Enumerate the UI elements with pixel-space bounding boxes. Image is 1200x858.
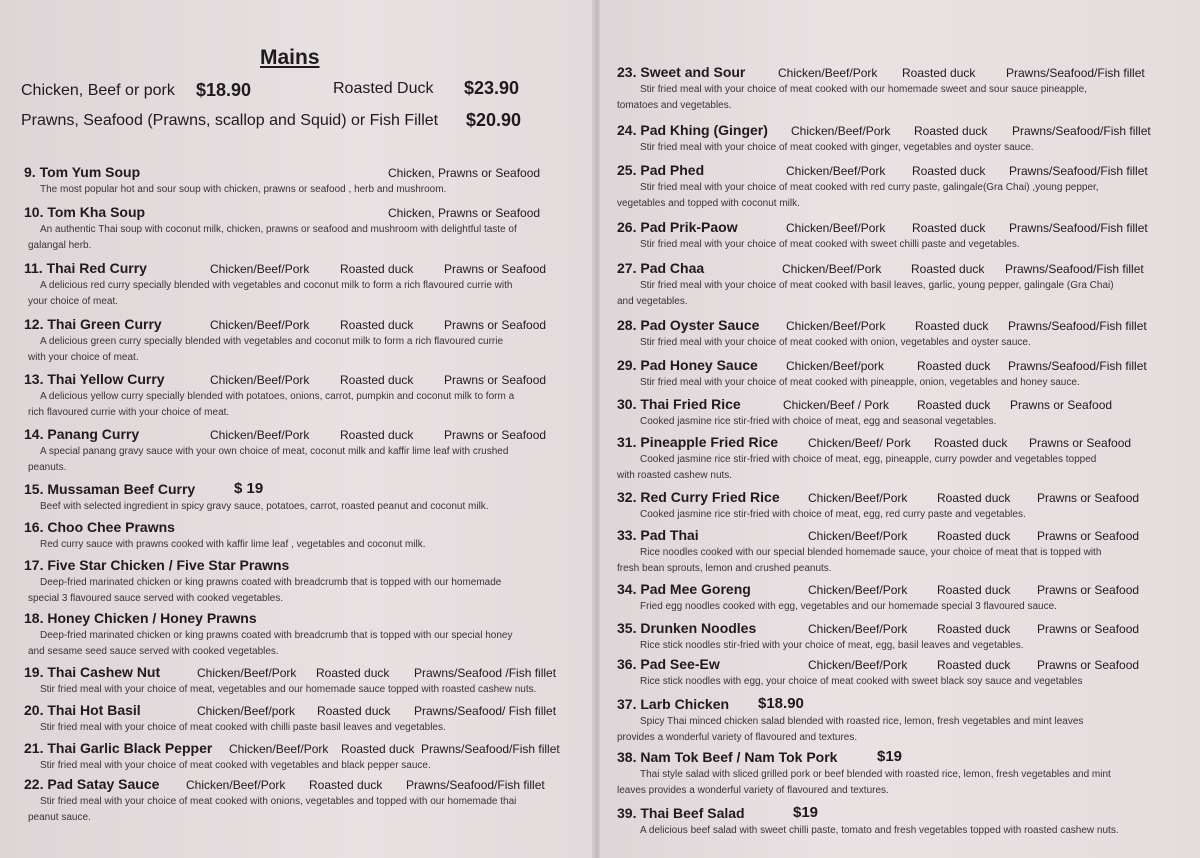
- item-option: Chicken/Beef/Pork: [210, 262, 310, 276]
- menu-item-name: [24, 740, 212, 758]
- item-option: Roasted duck: [914, 124, 988, 138]
- item-option: Chicken/Beef/Pork: [786, 221, 886, 235]
- item-option: Roasted duck: [316, 666, 390, 680]
- item-description: peanut sauce.: [28, 812, 91, 823]
- menu-item-name: [24, 702, 141, 720]
- item-description: A delicious green curry specially blended with vegetables and coconut milk to form a rich flavoured currie: [40, 336, 504, 347]
- item-description: vegetables and topped with coconut milk.: [617, 198, 800, 209]
- item-option: Prawns or Seafood: [1037, 658, 1140, 672]
- item-option: Chicken/Beef/Pork: [210, 428, 310, 442]
- item-title: 10. Tom Kha Soup: [24, 204, 146, 220]
- item-option: Roasted duck: [911, 262, 985, 276]
- item-option: Roasted duck: [937, 583, 1011, 597]
- item-price: $19: [877, 748, 903, 765]
- item-title: 21. Thai Garlic Black Pepper: [24, 740, 213, 756]
- item-option: Prawns or Seafood: [1037, 491, 1140, 505]
- item-option: Roasted duck: [309, 778, 383, 792]
- item-description: tomatoes and vegetables.: [617, 100, 732, 111]
- item-title: 28. Pad Oyster Sauce: [617, 317, 760, 333]
- menu-item-name: [617, 162, 704, 180]
- item-title: 13. Thai Yellow Curry: [24, 371, 165, 387]
- item-description: Rice stick noodles stir-fried with your choice of meat, egg, basil leaves and vegetables.: [640, 640, 1024, 651]
- item-description: A delicious yellow curry specially blended with potatoes, onions, carrot, pumpkin and coconut milk to form a: [40, 391, 515, 402]
- menu-item-name: [24, 610, 257, 628]
- item-title: 11. Thai Red Curry: [24, 260, 147, 276]
- item-title: 34. Pad Mee Goreng: [617, 581, 751, 597]
- item-description: Stir fried meal with your choice of meat cooked with vegetables and black pepper sauce.: [40, 760, 431, 771]
- item-option: Roasted duck: [937, 491, 1011, 505]
- item-option: Prawns or Seafood: [1037, 583, 1140, 597]
- item-option: Chicken/Beef/Pork: [808, 491, 908, 505]
- page-title: Mains: [260, 46, 320, 69]
- item-title: 20. Thai Hot Basil: [24, 702, 141, 718]
- item-title: 27. Pad Chaa: [617, 260, 705, 276]
- item-description: special 3 flavoured sauce served with cooked vegetables.: [28, 593, 284, 604]
- item-option: Chicken/Beef / Pork: [783, 398, 890, 412]
- item-option: Roasted duck: [912, 164, 986, 178]
- menu-item-name: [617, 805, 745, 823]
- menu-item-name: [617, 620, 756, 638]
- item-description: Stir fried meal with your choice of meat cooked with sweet chilli paste and vegetables.: [640, 239, 1020, 250]
- menu-item-name: [24, 664, 160, 682]
- item-description: Fried egg noodles cooked with egg, vegetables and our homemade special 3 flavoured sauce.: [640, 601, 1057, 612]
- item-title: 19. Thai Cashew Nut: [24, 664, 161, 680]
- right-page: [597, 0, 1200, 858]
- item-option: Roasted duck: [340, 318, 414, 332]
- item-option: Chicken/Beef/pork: [197, 704, 296, 718]
- item-title: 17. Five Star Chicken / Five Star Prawns: [24, 557, 290, 573]
- item-option: Prawns/Seafood/Fish fillet: [1009, 164, 1148, 178]
- item-option: Roasted duck: [341, 742, 415, 756]
- item-title: 35. Drunken Noodles: [617, 620, 757, 636]
- item-option: Prawns/Seafood/Fish fillet: [1005, 262, 1144, 276]
- item-description: Stir fried meal with your choice of meat cooked with onions, vegetables and topped with our homemade thai: [40, 796, 517, 807]
- menu-item-name: [617, 527, 699, 545]
- roasted-duck-label: Roasted Duck: [333, 80, 434, 97]
- item-option: Chicken/Beef/Pork: [782, 262, 882, 276]
- item-description: Rice noodles cooked with our special blended homemade sauce, your choice of meat that is topped with: [640, 547, 1102, 558]
- item-option: Chicken/Beef/Pork: [808, 622, 908, 636]
- item-description: with roasted cashew nuts.: [617, 470, 733, 481]
- item-description: The most popular hot and sour soup with chicken, prawns or seafood , herb and mushroom.: [40, 184, 447, 195]
- menu-item-name: [24, 316, 162, 334]
- item-description: Cooked jasmine rice stir-fried with choice of meat, egg and seasonal vegetables.: [640, 416, 997, 427]
- item-description: provides a wonderful variety of flavoured and textures.: [617, 732, 858, 743]
- item-description: Stir fried meal with your choice of meat cooked with red curry paste, galingale(Gra Chai) ,young pepper,: [640, 182, 1099, 193]
- seafood-price: $20.90: [466, 110, 522, 130]
- item-title: 12. Thai Green Curry: [24, 316, 162, 332]
- item-option: Roasted duck: [317, 704, 391, 718]
- item-option: Prawns/Seafood/ Fish fillet: [414, 704, 557, 718]
- left-page: [0, 0, 597, 858]
- item-option: Chicken/Beef/Pork: [229, 742, 329, 756]
- item-option: Chicken/Beef/Pork: [197, 666, 297, 680]
- menu-item-name: [24, 481, 195, 499]
- item-title: 39. Thai Beef Salad: [617, 805, 745, 821]
- item-description: Beef with selected ingredient in spicy gravy sauce, potatoes, carrot, roasted peanut and coconut milk.: [40, 501, 489, 512]
- item-option: Roasted duck: [937, 529, 1011, 543]
- menu-item-name: [617, 434, 778, 452]
- menu-item-name: [617, 64, 745, 82]
- item-option: Chicken/Beef/ Pork: [808, 436, 911, 450]
- menu-item-name: [24, 260, 147, 278]
- item-price: $ 19: [234, 480, 264, 497]
- item-title: 23. Sweet and Sour: [617, 64, 746, 80]
- item-description: your choice of meat.: [28, 296, 119, 307]
- item-option: Chicken/Beef/Pork: [791, 124, 891, 138]
- item-option: Chicken/Beef/Pork: [186, 778, 286, 792]
- item-price: $19: [793, 804, 819, 821]
- item-description: Red curry sauce with prawns cooked with kaffir lime leaf , vegetables and coconut milk.: [40, 539, 426, 550]
- item-description: Deep-fried marinated chicken or king prawns coated with breadcrumb that is topped with our homemade: [40, 577, 502, 588]
- menu-item-name: [617, 317, 759, 335]
- item-description: galangal herb.: [28, 240, 92, 251]
- item-description: leaves provides a wonderful variety of flavoured and textures.: [617, 785, 889, 796]
- menu-item-name: [617, 656, 720, 674]
- item-option: Chicken/Beef/Pork: [808, 583, 908, 597]
- item-option: Prawns or Seafood: [1029, 436, 1132, 450]
- item-title: 26. Pad Prik-Paow: [617, 219, 738, 235]
- item-title: 32. Red Curry Fried Rice: [617, 489, 780, 505]
- item-option: Prawns/Seafood/Fish fillet: [421, 742, 560, 756]
- menu-item-name: [617, 357, 758, 375]
- item-description: Thai style salad with sliced grilled pork or beef blended with roasted rice, lemon, fresh vegetables and mint: [640, 769, 1111, 780]
- item-option: Chicken/Beef/Pork: [210, 373, 310, 387]
- item-title: 30. Thai Fried Rice: [617, 396, 741, 412]
- item-title: 16. Choo Chee Prawns: [24, 519, 175, 535]
- item-option: Roasted duck: [917, 359, 991, 373]
- item-description: peanuts.: [28, 462, 67, 473]
- item-option: Prawns or Seafood: [1010, 398, 1113, 412]
- menu-item-name: [617, 219, 738, 237]
- item-option: Chicken/Beef/Pork: [210, 318, 310, 332]
- menu-item-name: [24, 776, 159, 794]
- item-description: and vegetables.: [617, 296, 688, 307]
- item-option: Prawns or Seafood: [1037, 529, 1140, 543]
- item-description: Stir fried meal with your choice of meat cooked with our homemade sweet and sour sauce pineapple,: [640, 84, 1087, 95]
- item-title: 29. Pad Honey Sauce: [617, 357, 758, 373]
- price-line-2-price: [466, 110, 521, 131]
- item-option: Prawns or Seafood: [1037, 622, 1140, 636]
- prawns-seafood-label: Prawns, Seafood: [21, 112, 143, 129]
- item-description: Cooked jasmine rice stir-fried with choice of meat, egg, pineapple, curry powder and vegetables topped: [640, 454, 1097, 465]
- item-option: Prawns or Seafood: [444, 373, 547, 387]
- item-description: A delicious beef salad with sweet chilli paste, tomato and fresh vegetables topped with roasted cashew nuts.: [640, 825, 1119, 836]
- menu-item-name: [24, 557, 289, 575]
- item-description: Deep-fried marinated chicken or king prawns coated with breadcrumb that is topped with our special honey: [40, 630, 513, 641]
- roasted-duck-price: $23.90: [464, 78, 520, 98]
- item-option: Prawns/Seafood/Fish fillet: [406, 778, 545, 792]
- item-description: Cooked jasmine rice stir-fried with choice of meat, egg, red curry paste and vegetables.: [640, 509, 1026, 520]
- item-option: Prawns or Seafood: [444, 428, 547, 442]
- menu-item-name: [24, 164, 140, 182]
- price-line-1: [21, 82, 175, 100]
- item-option: Prawns/Seafood /Fish fillet: [414, 666, 557, 680]
- item-option: Prawns/Seafood/Fish fillet: [1008, 359, 1147, 373]
- menu-item-name: [617, 696, 729, 714]
- item-description: and sesame seed sauce served with cooked vegetables.: [28, 646, 279, 657]
- fish-fillet-label: Fish Fillet: [369, 112, 439, 129]
- item-option: Roasted duck: [340, 373, 414, 387]
- item-option: Chicken/Beef/pork: [786, 359, 885, 373]
- page-fold: [592, 0, 602, 858]
- menu-item-name: [617, 749, 837, 767]
- item-description: rich flavoured currie with your choice of meat.: [28, 407, 230, 418]
- item-option: Prawns/Seafood/Fish fillet: [1008, 319, 1147, 333]
- menu-item-name: [24, 371, 165, 389]
- item-option: Chicken/Beef/Pork: [778, 66, 878, 80]
- item-option: Chicken, Prawns or Seafood: [388, 206, 541, 220]
- item-option: Chicken/Beef/Pork: [808, 529, 908, 543]
- item-option: Chicken/Beef/Pork: [808, 658, 908, 672]
- item-description: Stir fried meal with your choice of meat cooked with basil leaves, garlic, young pepper, galingale (Gra Chai): [640, 280, 1114, 291]
- item-option: Roasted duck: [902, 66, 976, 80]
- item-option: Chicken, Prawns or Seafood: [388, 166, 541, 180]
- roasted-duck-line: [333, 80, 434, 98]
- item-description: A special panang gravy sauce with your own choice of meat, coconut milk and kaffir lime leaf with crushed: [40, 446, 509, 457]
- prawns-seafood-detail: (Prawns, scallop and Squid) or: [147, 112, 366, 129]
- item-description: with your choice of meat.: [28, 352, 139, 363]
- menu-item-name: [617, 489, 780, 507]
- price-line-2: [21, 112, 438, 130]
- item-description: Stir fried meal with your choice of meat cooked with chilli paste basil leaves and vegetables.: [40, 722, 446, 733]
- item-description: Stir fried meal with your choice of meat cooked with pineapple, onion, vegetables and honey sauce.: [640, 377, 1080, 388]
- item-option: Prawns/Seafood/Fish fillet: [1009, 221, 1148, 235]
- item-option: Prawns/Seafood/Fish fillet: [1012, 124, 1151, 138]
- item-title: 9. Tom Yum Soup: [24, 164, 141, 180]
- item-option: Prawns or Seafood: [444, 262, 547, 276]
- item-option: Roasted duck: [340, 428, 414, 442]
- item-option: Prawns or Seafood: [444, 318, 547, 332]
- item-title: 33. Pad Thai: [617, 527, 699, 543]
- item-description: Spicy Thai minced chicken salad blended with roasted rice, lemon, fresh vegetables and mint leaves: [640, 716, 1084, 727]
- item-option: Chicken/Beef/Pork: [786, 164, 886, 178]
- item-option: Roasted duck: [917, 398, 991, 412]
- item-title: 15. Mussaman Beef Curry: [24, 481, 196, 497]
- roasted-duck-price-line: [464, 78, 519, 99]
- item-title: 38. Nam Tok Beef / Nam Tok Pork: [617, 749, 838, 765]
- item-title: 31. Pineapple Fried Rice: [617, 434, 779, 450]
- chicken-beef-pork-label: Chicken, Beef or pork: [21, 82, 175, 99]
- item-title: 36. Pad See-Ew: [617, 656, 720, 672]
- chicken-beef-pork-price: $18.90: [196, 80, 252, 100]
- item-description: fresh bean sprouts, lemon and crushed peanuts.: [617, 563, 832, 574]
- item-option: Roasted duck: [937, 658, 1011, 672]
- item-title: 24. Pad Khing (Ginger): [617, 122, 768, 138]
- item-price: $18.90: [758, 695, 804, 712]
- menu-item-name: [617, 122, 768, 140]
- item-description: An authentic Thai soup with coconut milk, chicken, prawns or seafood and mushroom with delightful taste of: [40, 224, 517, 235]
- menu-item-name: [617, 396, 741, 414]
- item-option: Roasted duck: [340, 262, 414, 276]
- menu-item-name: [617, 260, 704, 278]
- item-option: Chicken/Beef/Pork: [786, 319, 886, 333]
- item-option: Prawns/Seafood/Fish fillet: [1006, 66, 1145, 80]
- menu-item-name: [24, 519, 175, 537]
- item-title: 14. Panang Curry: [24, 426, 140, 442]
- item-description: A delicious red curry specially blended with vegetables and coconut milk to form a rich flavoured currie with: [40, 280, 513, 291]
- item-description: Stir fried meal with your choice of meat, vegetables and our homemade sauce topped with roasted cashew nuts.: [40, 684, 537, 695]
- price-line-1-price: [196, 80, 251, 101]
- item-option: Roasted duck: [934, 436, 1008, 450]
- item-title: 22. Pad Satay Sauce: [24, 776, 160, 792]
- menu-item-name: [24, 426, 139, 444]
- item-description: Rice stick noodles with egg, your choice of meat cooked with sweet black soy sauce and vegetables: [640, 676, 1083, 687]
- item-description: Stir fried meal with your choice of meat cooked with onion, vegetables and oyster sauce.: [640, 337, 1031, 348]
- item-title: 37. Larb Chicken: [617, 696, 730, 712]
- item-title: 18. Honey Chicken / Honey Prawns: [24, 610, 257, 626]
- menu-item-name: [24, 204, 145, 222]
- item-option: Roasted duck: [915, 319, 989, 333]
- item-title: 25. Pad Phed: [617, 162, 705, 178]
- item-option: Roasted duck: [912, 221, 986, 235]
- item-option: Roasted duck: [937, 622, 1011, 636]
- item-description: Stir fried meal with your choice of meat cooked with ginger, vegetables and oyster sauce.: [640, 142, 1034, 153]
- menu-item-name: [617, 581, 751, 599]
